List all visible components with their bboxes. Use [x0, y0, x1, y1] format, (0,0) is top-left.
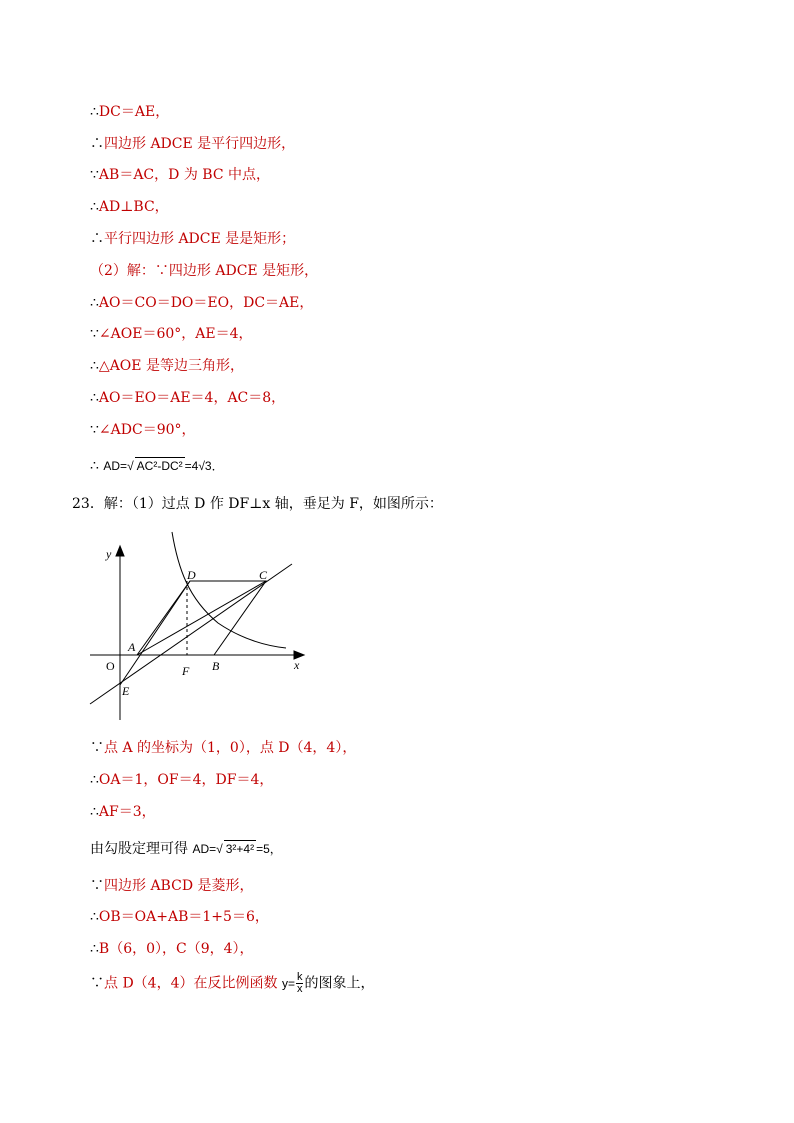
label-e: E [122, 684, 130, 698]
sqrt-sign: √ 3²+4² [216, 842, 255, 856]
label-c: C [259, 568, 268, 582]
proof-line: ∴B（6，0），C（9，4）， [90, 941, 254, 957]
proof-line: （2）解：∵四边形 ADCE 是矩形， [90, 263, 319, 279]
proof-line: ∴平行四边形 ADCE 是是矩形； [90, 231, 296, 247]
proof-line: ∵四边形 ABCD 是菱形， [90, 878, 254, 894]
proof-line-last: ∵点 D（4，4）在反比例函数 y= $\frac{k}{x}$ 的图象上， [90, 971, 375, 995]
proof-line: ∴△AOE 是等边三角形， [90, 358, 244, 374]
sqrt-sign: √ AC²-DC² [127, 459, 183, 473]
formula-pythagoras: 由勾股定理可得 AD=√ 3²+4² =5， [90, 838, 282, 860]
proof-line: ∵∠ADC＝90°， [90, 422, 196, 438]
label-a: A [128, 640, 136, 654]
coordinate-figure [88, 528, 308, 723]
proof-line: ∴四边形 ADCE 是平行四边形， [90, 136, 296, 152]
label-x: x [294, 658, 300, 672]
proof-line: ∴AO＝EO＝AE＝4，AC＝8， [90, 390, 286, 406]
label-f: F [182, 664, 190, 678]
proof-line: ∵∠AOE＝60°，AE＝4， [90, 326, 253, 342]
question-23: 23．解：（1）过点 D 作 DF⊥x 轴，垂足为 F，如图所示： [72, 496, 443, 512]
proof-line: ∴DC＝AE， [90, 104, 170, 120]
proof-line: ∴OA＝1，OF＝4，DF＝4， [90, 772, 274, 788]
label-o: O [106, 659, 115, 673]
formula-ad: ∴ AD=√ AC²-DC² =4√3． [90, 455, 224, 477]
proof-line: ∵点 A 的坐标为（1，0），点 D（4，4）， [90, 740, 357, 756]
proof-line: ∴AD⊥BC， [90, 199, 169, 215]
diagonal-ac [137, 581, 266, 655]
proof-line: ∴AO＝CO＝DO＝EO，DC＝AE， [90, 295, 314, 311]
label-b: B [212, 659, 220, 673]
fraction-k-over-x: $\frac{k}{x}$ [296, 971, 303, 995]
proof-line: ∴OB＝OA+AB＝1+5＝6， [90, 909, 269, 925]
label-y: y [106, 547, 112, 561]
hyperbola-curve [172, 532, 286, 648]
proof-line: ∵AB＝AC，D 为 BC 中点， [90, 167, 270, 183]
proof-line: ∴AF＝3， [90, 804, 156, 820]
label-d: D [187, 568, 196, 582]
line-de [120, 581, 190, 685]
y-axis-arrow [116, 546, 124, 556]
